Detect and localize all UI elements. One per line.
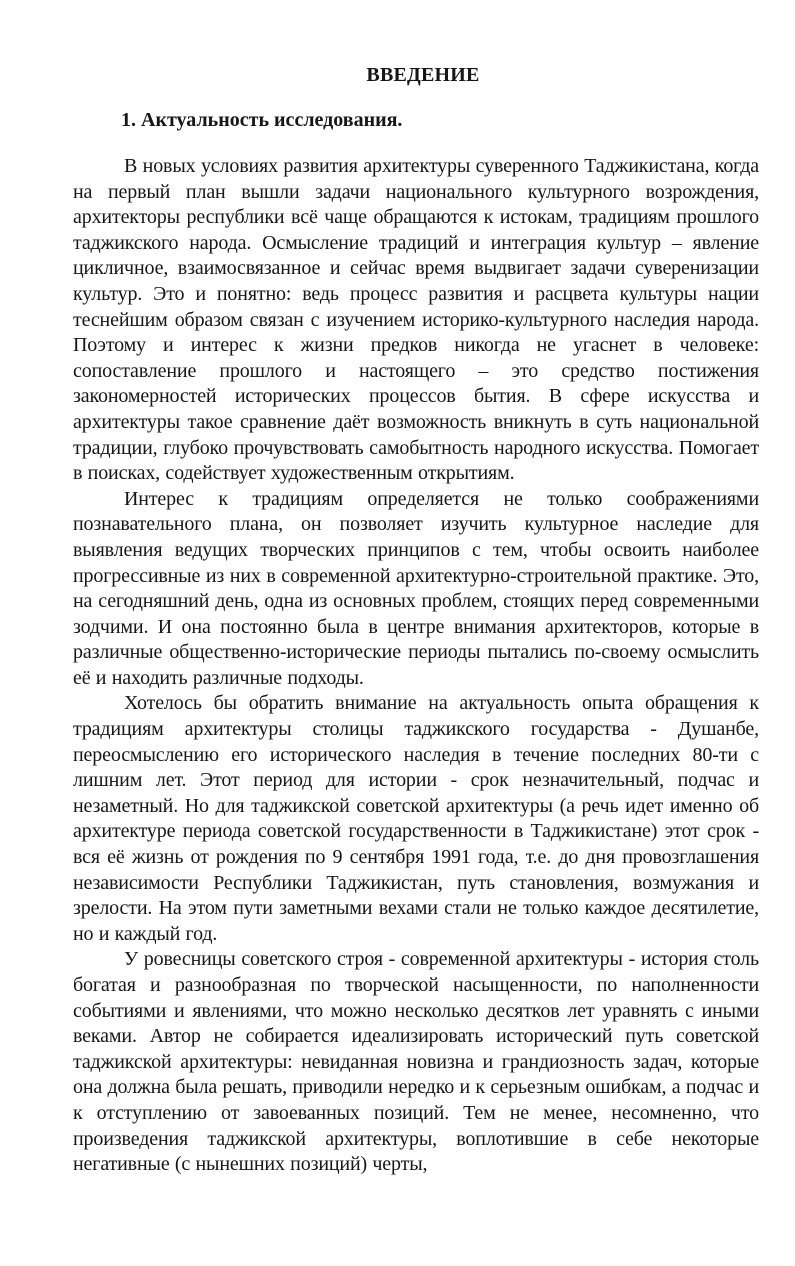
section-heading: 1. Актуальность исследования. bbox=[121, 109, 403, 131]
paragraph: Хотелось бы обратить внимание на актуальность опыта обращения к традициям архитектуры столицы таджикского государства - Душанбе, переосмыслению его исторического наследия в течение последних 80-ти с лишним лет. Этот период для истории - срок незначительный, подчас и незаметный. Но для таджикской советской архитектуры (а речь идет именно об архитектуре периода советской государственности в Таджикистане) этот срок - вся её жизнь от рождения по 9 сентября 1991 года, т.е. до дня провозглашения независимости Республики Таджикистан, путь становления, возмужания и зрелости. На этом пути заметными вехами стали не только каждое десятилетие, но и каждый год. bbox=[73, 692, 759, 945]
paragraph: Интерес к традициям определяется не только соображениями познавательного плана, он позволяет изучить культурное наследие для выявления ведущих творческих принципов с тем, чтобы освоить наиболее прогрессивные из них в современной архитектурно-строительной практике. Это, на сегодняшний день, одна из основных проблем, стоящих перед современными зодчими. И она постоянно была в центре внимания архитекторов, которые в различные общественно-исторические периоды пытались по-своему осмыслить её и находить различные подходы. bbox=[73, 487, 759, 689]
document-page bbox=[73, 58, 759, 1178]
body-text bbox=[73, 154, 759, 1178]
page-title: ВВЕДЕНИЕ bbox=[366, 64, 480, 86]
paragraph: У ровесницы советского строя - современной архитектуры - история столь богатая и разнообразная по творческой насыщенности, по наполненности событиями и явлениями, что можно несколько десятков лет уравнять с иными веками. Автор не собирается идеализировать исторический путь советской таджикской архитектуры: невиданная новизна и грандиозность задач, которые она должна была решать, приводили нередко и к серьезным ошибкам, а подчас и к отступлению от завоеванных позиций. Тем не менее, несомненно, что произведения таджикской архитектуры, воплотившие в себе некоторые негативные (с нынешних позиций) черты, bbox=[73, 948, 759, 1176]
paragraph: В новых условиях развития архитектуры суверенного Таджикистана, когда на первый план вышли задачи национального культурного возрождения, архитекторы республики всё чаще обращаются к истокам, традициям прошлого таджикского народа. Осмысление традиций и интеграция культур – явление цикличное, взаимосвязанное и сейчас время выдвигает задачи суверенизации культур. Это и понятно: ведь процесс развития и расцвета культуры нации теснейшим образом связан с изучением историко-культурного наследия народа. Поэтому и интерес к жизни предков никогда не угаснет в человеке: сопоставление прошлого и настоящего – это средство постижения закономерностей исторических процессов бытия. В сфере искусства и архитектуры такое сравнение даёт возможность вникнуть в суть национальной традиции, глубоко прочувствовать самобытность народного искусства. Помогает в поисках, содействует художественным открытиям. bbox=[73, 155, 759, 485]
